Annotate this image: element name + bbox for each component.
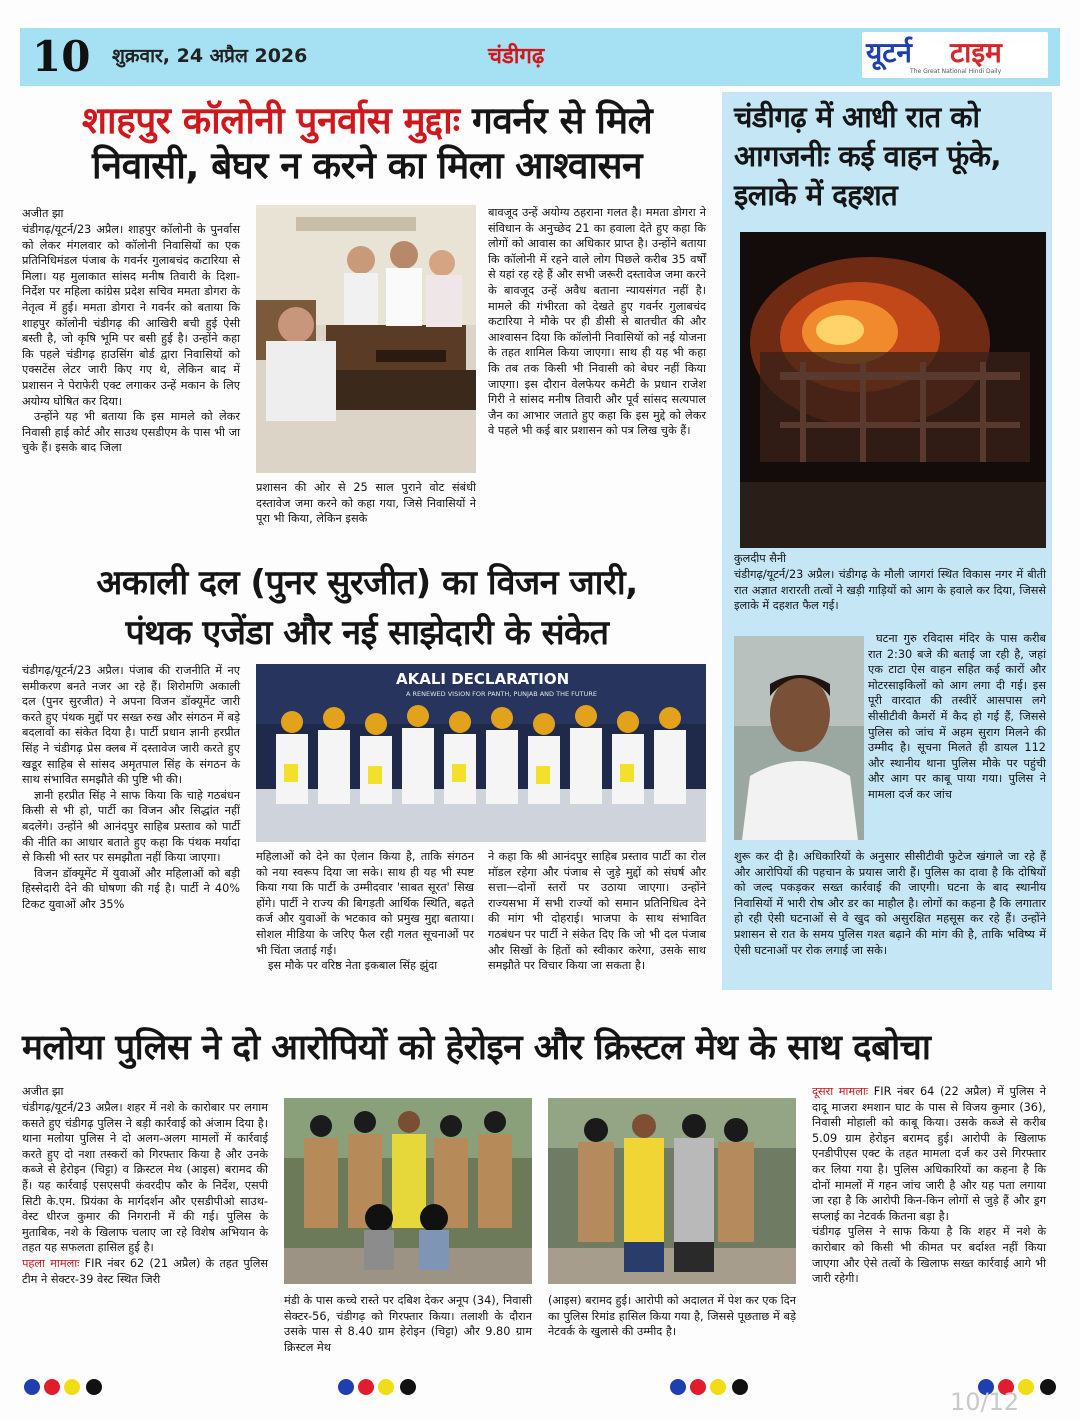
sidebar-para3: शुरू कर दी है। अधिकारियों के अनुसार सीसीटीवी फुटेज खंगाले जा रहे हैं और आरोपियों की पहचान के प्रयास जारी हैं। पुलिस का दावा है कि दोषियों को जल्द पकड़कर सख्त कार्रवाई की जाएगी। घटना के बाद स्थानीय निवासियों में भारी रोष और डर का माहौल है। लोगों का कहना है कि लगातार हो रही ऐसी घटनाओं से वे खुद को असुरक्षित महसूस कर रहे हैं। उन्होंने प्रशासन से रात के समय पुलिस गश्त बढ़ाने की मांग की है, ताकि भविष्य में ऐसी घटनाओं पर रोक लगाई जा सके। — [734, 850, 1046, 957]
story1-col3: बावजूद उन्हें अयोग्य ठहराना गलत है। ममता डोगरा ने संविधान के अनुच्छेद 21 का हवाला देते हुए कहा कि लोगों को आवास का अधिकार प्राप्त है। उन्होंने बताया कि कॉलोनी में रहने वाले लोग पिछले करीब 35 वर्षों से यहां रह रहे हैं और सभी जरूरी दस्तावेज जमा करने के बावजूद उन्हें अवैध बताना न्यायसंगत नहीं है। मामले की गंभीरता को देखते हुए गवर्नर गुलाबचंद कटारिया ने मौके पर ही डीसी से बातचीत की और आश्वासन दिया कि कॉलोनी निवासियों को नई योजना के तहत शामिल किया जाएगा। साथ ही यह भी कहा कि तब तक किसी भी निवासी को बेघर नहीं किया जाएगा। इस दौरान वेलफेयर कमेटी के प्रधान राजेश गिरी ने सांसद मनीष तिवारी और पूर्व सांसद सत्यपाल जैन का आभार जताते हुए कहा कि इस मुद्दे को लेकर वे पहले भी कई बार प्रशासन को पत्र लिख चुके हैं। — [488, 206, 706, 438]
case2-label: दूसरा मामलाः — [812, 1085, 869, 1098]
reg-dot — [710, 1379, 726, 1395]
reg-dot — [24, 1379, 40, 1395]
story1-para1: चंडीगढ़/यूटर्न/23 अप्रैल। शाहपुर कॉलोनी के पुनर्वास को लेकर मंगलवार को कॉलोनी निवासियों का एक प्रतिनिधिमंडल पंजाब के गवर्नर गुलाबचंद कटारिया से मिला। यह मुलाकात सांसद मनीष तिवारी के दिशा-निर्देश पर महिला कांग्रेस प्रदेश सचिव ममता डोगरा के नेतृत्व में हुई। ममता डोगरा ने गवर्नर को बताया कि शाहपुर कॉलोनी चंडीगढ़ की आखिरी बची हुई ऐसी बस्ती है, जो कृषि भूमि पर बसी हुई है। उन्होंने कहा कि पहले चंडीगढ़ हाउसिंग बोर्ड द्वारा निवासियों को एक्सटेंस लेटर जारी किए गए थे, लेकिन बाद में प्रशासन ने पेराफेरी एक्ट लगाकर उन्हें मकान के लिए अयोग्य घोषित कर दिया। — [22, 223, 240, 408]
reg-dot — [690, 1379, 706, 1395]
story2-para3: विजन डॉक्यूमेंट में युवाओं और महिलाओं को बड़ी हिस्सेदारी देने की घोषणा की गई है। पार्टी ने 40% टिकट युवाओं और 35% — [22, 866, 240, 911]
story2-col3: ने कहा कि श्री आनंदपुर साहिब प्रस्ताव पार्टी का रोल मॉडल रहेगा और पंजाब से जुड़े मुद्दों को संघर्ष और सत्ता—दोनों स्तरों पर उठाया जाएगा। उन्होंने राज्यसभा में सभी राज्यों को समान प्रतिनिधित्व देने की मांग भी दोहराई। भाजपा के साथ संभावित गठबंधन पर पार्टी ने संकेत दिए कि जो भी दल पंजाब और सिखों के हितों को स्वीकार करेगा, उसके साथ समझौते पर विचार किया जा सकता है। — [488, 850, 706, 973]
story2-col2-para2: इस मौके पर वरिष्ठ नेता इकबाल सिंह झुंदा — [268, 959, 438, 973]
photo-banner-subtitle: A RENEWED VISION FOR PANTH, PUNJAB AND THE FUTURE — [406, 690, 597, 698]
story2-para1: चंडीगढ़/यूटर्न/23 अप्रैल। पंजाब की राजनीति में नए समीकरण बनते नजर आ रहे हैं। शिरोमणि अकाली दल (पुनर सुरजीत) ने अपना विजन डॉक्यूमेंट जारी करते हुए पंथक मुद्दों पर सख्त रुख और संगठन में बड़े बदलावों का संकेत दिया है। पार्टी प्रधान ज्ञानी हरप्रीत सिंह ने चंडीगढ़ प्रेस क्लब में दस्तावेज जारी करते हुए खडूर साहिब से सांसद अमृतपाल सिंह के संगठन के साथ संभावित समझौते की पुष्टि भी की। — [22, 664, 240, 787]
story3-col4 — [812, 1084, 1046, 1287]
case2-text: FIR नंबर 64 (22 अप्रैल) में पुलिस ने दादू माजरा श्मशान घाट के पास से विजय कुमार (36), निवासी मोहाली को काबू किया। उसके कब्जे से करीब 5.09 ग्राम हेरोइन बरामद हुई। आरोपी के खिलाफ एनडीपीएस एक्ट के तहत मामला दर्ज कर उसे गिरफ्तार कर लिया गया है। पुलिस अधिकारियों का कहना है कि दोनों मामलों में गहन जांच जारी है और यह पता लगाया जा रहा है कि आरोपी किन-किन लोगों से जुड़े हैं और ड्रग सप्लाई का नेटवर्क कितना बड़ा है। — [812, 1085, 1047, 1223]
reg-dot — [670, 1379, 686, 1395]
reg-dot — [732, 1379, 748, 1395]
sidebar-para2: घटना गुरु रविदास मंदिर के पास करीब रात 2:30 बजे की बताई जा रही है, जहां एक टाटा ऐस वाहन सहित कई कारों और मोटरसाइकिलों को आग लगा दी गई। इस पूरी वारदात की तस्वीरें आसपास लगे सीसीटीवी कैमरों में कैद हो गई हैं, जिससे पुलिस को जांच में अहम सुराग मिलने की उम्मीद है। सूचना मिलते ही डायल 112 और स्थानीय थाना पुलिस मौके पर पहुंची और आग पर काबू पाया गया। पुलिस ने मामला दर्ज कर जांच — [868, 632, 1046, 801]
logo-text-part1: यूटर्न — [866, 36, 912, 69]
story2-para2: ज्ञानी हरप्रीत सिंह ने साफ किया कि चाहे गठबंधन किसी से भी हो, पार्टी का विजन और सिद्धांत नहीं बदलेंगे। उन्होंने श्री आनंदपुर साहिब प्रस्ताव को पार्टी की नीति का आधार बताते हुए कहा कि पंथक मर्यादा से किसी भी स्तर पर समझौता नहीं किया जाएगा। — [22, 788, 240, 865]
akali-declaration-photo — [256, 664, 706, 842]
story1-col2: प्रशासन की ओर से 25 साल पुराने वोट संबंधी दस्तावेज जमा करने को कहा गया, जिसे निवासियों ने पूरा भी किया, लेकिन इसके — [256, 481, 476, 526]
story3-col1 — [22, 1100, 268, 1287]
issue-date: शुक्रवार, 24 अप्रैल 2026 — [112, 45, 308, 67]
story3-byline: अजीत झा — [22, 1085, 64, 1098]
sidebar-para1: चंडीगढ़/यूटर्न/23 अप्रैल। चंडीगढ़ के मौली जागरां स्थित विकास नगर में बीती रात अज्ञात शरारती तत्वों ने खड़ी गाड़ियों को आग के हवाले कर दिया, जिससे इलाके में दहशत फैल गई। — [734, 568, 1046, 613]
story2-headline — [22, 558, 712, 658]
story3-headline: मलोया पुलिस ने दो आरोपियों को हेरोइन और क्रिस्टल मेथ के साथ दबोचा — [22, 1028, 931, 1068]
reg-dot — [64, 1379, 80, 1395]
reg-dot — [358, 1379, 374, 1395]
story2-col2 — [256, 849, 474, 974]
reg-dot — [400, 1379, 416, 1395]
malaya-police-photo-1 — [284, 1098, 532, 1284]
edition-city: चंडीगढ़ — [488, 44, 545, 69]
case1-label: पहला मामलाः — [22, 1256, 80, 1270]
story1-headline-line2: निवासी, बेघर न करने का मिला आश्वासन — [91, 143, 643, 187]
story3-para1: चंडीगढ़/यूटर्न/23 अप्रैल। शहर में नशे के कारोबार पर लगाम कसते हुए चंडीगढ़ पुलिस ने बड़ी कार्रवाई को अंजाम दिया है। थाना मलोया पुलिस ने दो अलग-अलग मामलों में कार्रवाई करते हुए दो नशा तस्करों को गिरफ्तार किया है और उनके कब्जे से हेरोइन (चिट्टा) व क्रिस्टल मेथ (आइस) बरामद की हैं। यह कार्रवाई एसएसपी कंवरदीप कौर के निर्देश, एसपी सिटी के.एम. प्रियंका के मार्गदर्शन और एसडीपीओ साउथ-वेस्ट धीरज कुमार की निगरानी में की गई। पुलिस के मुताबिक, नशे के खिलाफ चलाए जा रहे विशेष अभियान के तहत यह सफलता हासिल हुई है। — [22, 1101, 268, 1255]
story3-col3: (आइस) बरामद हुई। आरोपी को अदालत में पेश कर एक दिन का पुलिस रिमांड हासिल किया गया है, जिससे पूछताछ में बड़े नेटवर्क के खुलासे की उम्मीद है। — [548, 1294, 796, 1339]
governor-meeting-photo — [256, 205, 476, 473]
story2-headline-line2: पंथक एजेंडा और नई साझेदारी के संकेत — [125, 613, 609, 653]
logo-text-part2: टाइम — [950, 36, 1002, 69]
reg-dot — [1018, 1379, 1034, 1395]
story2-headline-line1: अकाली दल (पुनर सुरजीत) का विजन जारी, — [96, 563, 638, 603]
story1-headline — [22, 100, 712, 187]
vehicle-fire-photo — [740, 232, 1046, 548]
reg-dot — [44, 1379, 60, 1395]
photo-banner-title: AKALI DECLARATION — [396, 670, 570, 688]
story1-byline: अजीत झा — [22, 207, 64, 220]
story3-col2: मंडी के पास कच्चे रास्ते पर दबिश देकर अनूप (34), निवासी सेक्टर-56, चंडीगढ़ को गिरफ्तार किया। तलाशी के दौरान उसके पास से 8.40 ग्राम हेरोइन (चिट्टा) और 9.80 ग्राम क्रिस्टल मेथ — [284, 1294, 532, 1354]
reg-dot — [1040, 1379, 1056, 1395]
page-counter: 10/12 — [950, 1388, 1020, 1416]
reg-dot — [378, 1379, 394, 1395]
case1-text: FIR नंबर 62 (21 अप्रैल) के तहत पुलिस टीम ने सेक्टर-39 वेस्ट स्थित जिरी — [22, 1256, 268, 1286]
logo-tagline: The Great National Hindi Daily — [910, 68, 1002, 75]
story2-col2-para1: महिलाओं को देने का ऐलान किया है, ताकि संगठन को नया स्वरूप दिया जा सके। साथ ही यह भी स्पष्ट किया गया कि पार्टी के उम्मीदवार 'साबत सूरत' सिख होंगे। पार्टी ने राज्य की बिगड़ती आर्थिक स्थिति, बढ़ते कर्ज और युवाओं के भटकाव को प्रमुख मुद्दा बताया। सोशल मीडिया के जरिए फैल रही गलत सूचनाओं पर भी चिंता जताई गई। — [256, 850, 474, 957]
story3-col4-para2: चंडीगढ़ पुलिस ने साफ किया है कि शहर में नशे के कारोबार को किसी भी कीमत पर बर्दाश्त नहीं किया जाएगा और ऐसे तत्वों के खिलाफ सख्त कार्रवाई आगे भी जारी रहेगी। — [812, 1225, 1046, 1286]
page-number: 10 — [32, 32, 91, 81]
story1-para2: उन्होंने यह भी बताया कि इस मामले को लेकर निवासी हाई कोर्ट और साउथ एसडीएम के पास भी जा चुके हैं। इसके बाद जिला — [22, 410, 240, 455]
sidebar-headline: चंडीगढ़ में आधी रात को आगजनीः कई वाहन फूंके, इलाके में दहशत — [734, 100, 1002, 212]
story1-headline-black: गवर्नर से मिले — [472, 99, 653, 142]
story1-col1 — [22, 222, 240, 456]
malaya-police-photo-2 — [548, 1098, 796, 1284]
reporter-portrait-photo — [734, 636, 864, 840]
sidebar-byline: कुलदीप सैनी — [734, 552, 787, 565]
reg-dot — [86, 1379, 102, 1395]
story2-col1 — [22, 663, 240, 913]
reg-dot — [338, 1379, 354, 1395]
story1-headline-red: शाहपुर कॉलोनी पुनर्वास मुद्दाः — [81, 99, 460, 142]
